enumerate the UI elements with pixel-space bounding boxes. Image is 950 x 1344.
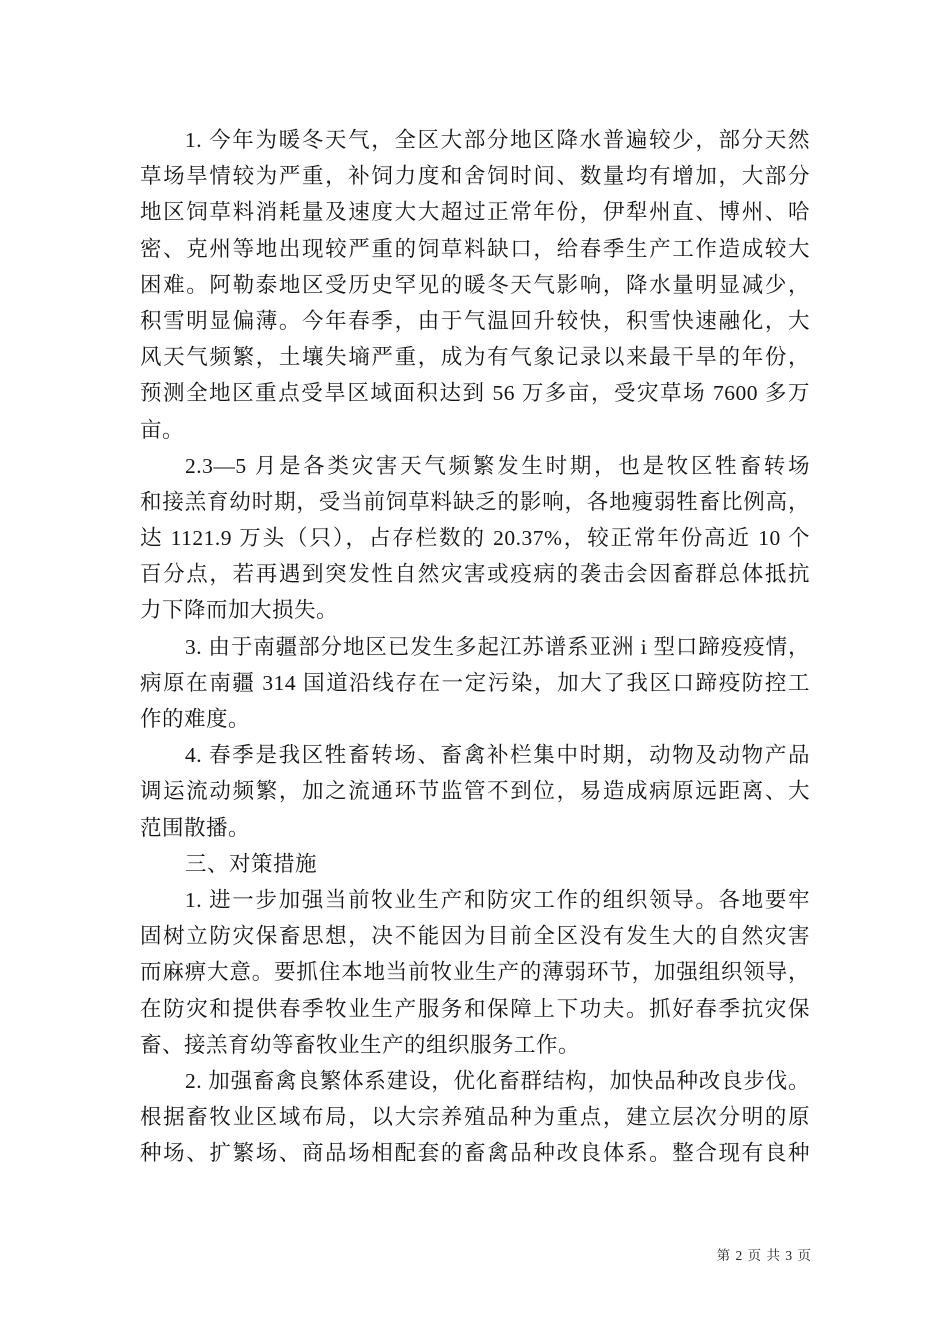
text-line: 调运流动频繁，加之流通环节监管不到位，易造成病原远距离、大 xyxy=(140,779,810,804)
text-line: 预测全地区重点受旱区域面积达到 56 万多亩，受灾草场 7600 多万 xyxy=(140,381,810,406)
text-line: 4. 春季是我区牲畜转场、畜禽补栏集中时期，动物及动物产品 xyxy=(185,743,810,768)
text-line: 种场、扩繁场、商品场相配套的畜禽品种改良体系。整合现有良种 xyxy=(140,1141,810,1166)
paragraph xyxy=(140,448,810,629)
paragraph xyxy=(140,737,810,846)
text-line: 达 1121.9 万头（只），占存栏数的 20.37%，较正常年份高近 10 个 xyxy=(140,526,810,551)
text-line: 1. 进一步加强当前牧业生产和防灾工作的组织领导。各地要牢 xyxy=(185,887,810,912)
text-line: 困难。阿勒泰地区受历史罕见的暖冬天气影响，降水量明显减少， xyxy=(140,272,810,297)
text-line: 作的难度。 xyxy=(140,707,251,731)
page-number-label: 第 2 页 共 3 页 xyxy=(716,1248,812,1263)
text-line: 力下降而加大损失。 xyxy=(140,598,339,623)
text-line: 密、克州等地出现较严重的饲草料缺口，给春季生产工作造成较大 xyxy=(140,236,810,261)
text-line: 2.3—5 月是各类灾害天气频繁发生时期，也是牧区牲畜转场 xyxy=(185,453,810,478)
text-line: 风天气频繁，土壤失墒严重，成为有气象记录以来最干旱的年份， xyxy=(140,345,810,370)
text-line: 3. 由于南疆部分地区已发生多起江苏谱系亚洲 i 型口蹄疫疫情， xyxy=(185,634,810,659)
text-line: 病原在南疆 314 国道沿线存在一定污染，加大了我区口蹄疫防控工 xyxy=(140,670,810,695)
paragraph xyxy=(140,122,810,448)
text-line: 固树立防灾保畜思想，决不能因为目前全区没有发生大的自然灾害 xyxy=(140,924,810,949)
text-line: 根据畜牧业区域布局，以大宗养殖品种为重点，建立层次分明的原 xyxy=(140,1105,810,1130)
text-line: 而麻痹大意。要抓住本地当前牧业生产的薄弱环节，加强组织领导， xyxy=(140,960,810,985)
paragraph xyxy=(140,1063,810,1172)
text-line: 在防灾和提供春季牧业生产服务和保障上下功夫。抓好春季抗灾保 xyxy=(140,996,810,1021)
paragraph xyxy=(140,629,810,738)
text-line: 积雪明显偏薄。今年春季，由于气温回升较快，积雪快速融化，大 xyxy=(140,308,810,333)
page-footer xyxy=(140,1244,812,1265)
text-line: 2. 加强畜禽良繁体系建设，优化畜群结构，加快品种改良步伐。 xyxy=(185,1068,810,1093)
text-line: 1. 今年为暖冬天气，全区大部分地区降水普遍较少，部分天然 xyxy=(185,128,810,152)
text-line: 草场旱情较为严重，补饲力度和舍饲时间、数量均有增加，大部分 xyxy=(140,164,810,189)
text-line: 百分点，若再遇到突发性自然灾害或疫病的袭击会因畜群总体抵抗 xyxy=(140,562,810,587)
paragraph xyxy=(140,882,810,1063)
paragraph xyxy=(140,846,810,882)
text-line: 畜、接羔育幼等畜牧业生产的组织服务工作。 xyxy=(140,1032,581,1057)
text-line: 地区饲草料消耗量及速度大大超过正常年份，伊犁州直、博州、哈 xyxy=(140,200,810,225)
document-body xyxy=(140,122,810,1171)
text-line: 范围散播。 xyxy=(140,815,251,840)
text-line: 和接羔育幼时期，受当前饲草料缺乏的影响，各地瘦弱牲畜比例高， xyxy=(140,489,810,514)
text-line: 亩。 xyxy=(140,417,185,442)
text-line: 三、对策措施 xyxy=(185,851,318,876)
